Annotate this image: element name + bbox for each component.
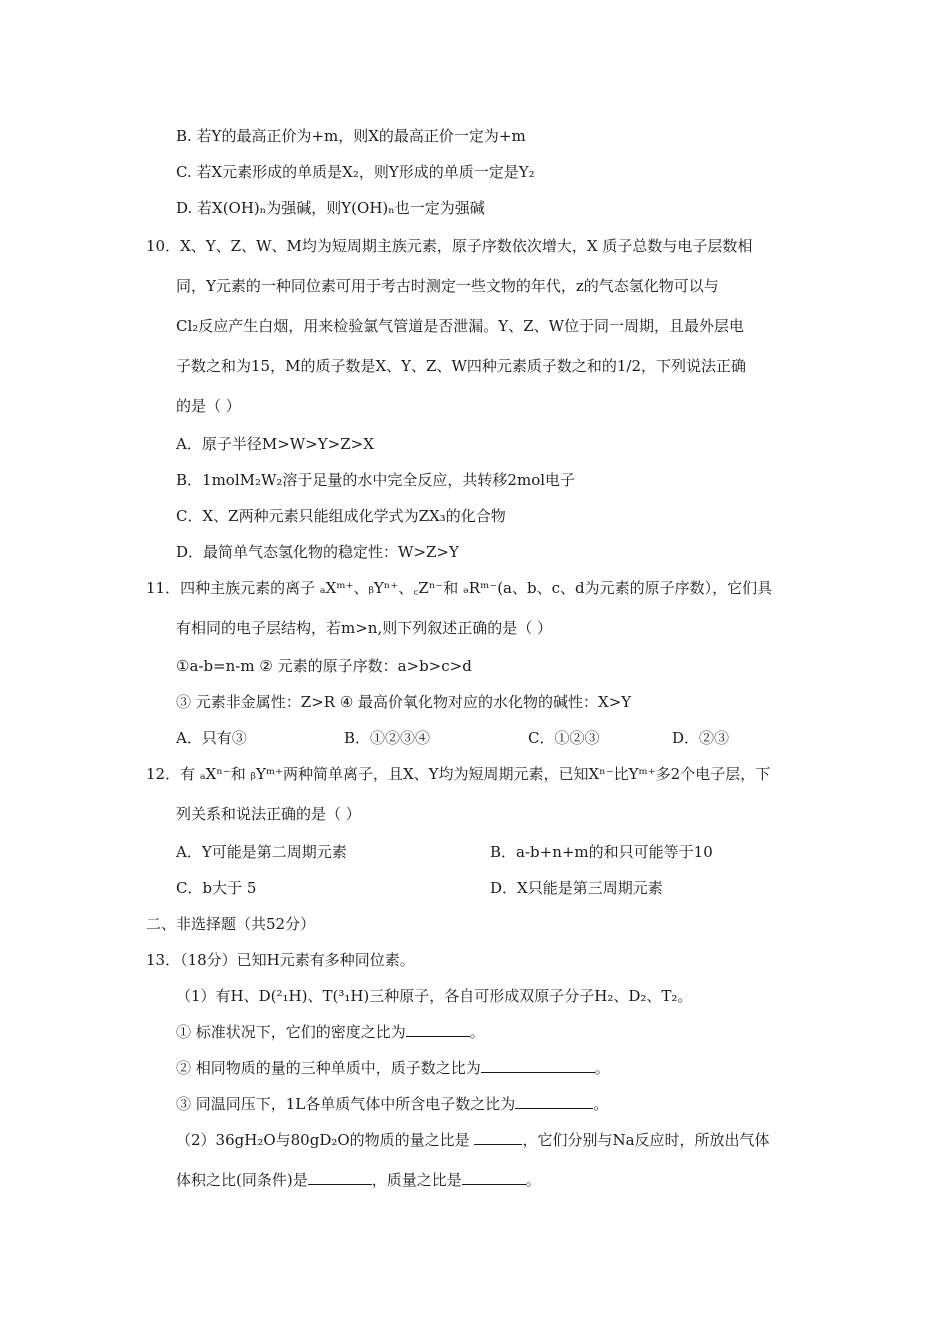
q13-sub-1 (176, 1022, 485, 1042)
q13-sub-3-text: ③ 同温同压下，1L各单质气体中所含电子数之比为 (176, 1095, 516, 1113)
q12-option-a: A．Y可能是第二周期元素 (176, 843, 347, 861)
q13-part-2 (176, 1130, 770, 1150)
q12-option-c: C．b大于 5 (176, 879, 257, 897)
q13-part-1: （1）有H、D(²₁H)、T(³₁H)三种原子，各自可形成双原子分子H₂、D₂、T₂。 (176, 987, 693, 1005)
q13-part-2-text-a: （2）36gH₂O与80gD₂O的物质的量之比是 (176, 1131, 470, 1149)
period: 。 (594, 1059, 610, 1077)
period: 。 (525, 1171, 541, 1189)
q11-statements-1: ①a-b=n-m ② 元素的原子序数：a>b>c>d (176, 657, 472, 675)
answer-blank[interactable] (406, 1022, 470, 1037)
q13-sub-3 (176, 1094, 608, 1114)
answer-blank[interactable] (462, 1170, 526, 1185)
q13-sub-1-text: ① 标准状况下，它们的密度之比为 (176, 1023, 406, 1041)
q10-option-d: D．最简单气态氢化物的稳定性：W>Z>Y (176, 543, 459, 561)
q13-part-2-text-b: ，它们分别与Na反应时，所放出气体 (522, 1131, 770, 1149)
answer-blank[interactable] (308, 1170, 372, 1185)
q10-stem-line-1: 10．X、Y、Z、W、M均为短周期主族元素，原子序数依次增大，X 质子总数与电子层数相 (146, 237, 753, 255)
q12-stem-line-2: 列关系和说法正确的是（ ） (176, 805, 361, 823)
period: 。 (593, 1095, 609, 1113)
q13-part-2-text-c: 体积之比(同条件)是 (176, 1171, 308, 1189)
q10-stem-line-5: 的是（ ） (176, 397, 241, 415)
q11-statements-2: ③ 元素非金属性：Z>R ④ 最高价氧化物对应的水化物的碱性：X>Y (176, 693, 632, 711)
answer-blank[interactable] (515, 1094, 593, 1109)
q10-stem-line-4: 子数之和为15，M的质子数是X、Y、Z、W四种元素质子数之和的1/2，下列说法正确 (176, 357, 747, 375)
q12-option-d: D．X只能是第三周期元素 (490, 879, 663, 897)
q11-stem-line-2: 有相同的电子层结构，若m>n,则下列叙述正确的是（ ） (176, 619, 552, 637)
q10-option-c: C．X、Z两种元素只能组成化学式为ZX₃的化合物 (176, 507, 506, 525)
q11-stem-line-1: 11．四种主族元素的离子 ₐXᵐ⁺、ᵦYⁿ⁺、꜀Zⁿ⁻和 ₔRᵐ⁻(a、b、c、d为元素的原子序数），它们具 (146, 579, 773, 597)
q11-option-b: B．①②③④ (344, 729, 431, 747)
q9-option-c: C. 若X元素形成的单质是X₂，则Y形成的单质一定是Y₂ (176, 163, 535, 181)
q10-option-a: A．原子半径M>W>Y>Z>X (176, 435, 374, 453)
q12-stem-line-1: 12．有 ₐXⁿ⁻和 ᵦYᵐ⁺两种简单离子，且X、Y均为短周期元素，已知Xⁿ⁻比Yᵐ⁺多2个电子层，下 (146, 765, 771, 783)
q11-option-c: C．①②③ (528, 729, 600, 747)
q10-stem-line-3: Cl₂反应产生白烟，用来检验氯气管道是否泄漏。Y、Z、W位于同一周期，且最外层电 (176, 317, 745, 335)
q9-option-d: D. 若X(OH)ₙ为强碱，则Y(OH)ₙ也一定为强碱 (176, 199, 485, 217)
q10-option-b: B．1molM₂W₂溶于足量的水中完全反应，共转移2mol电子 (176, 471, 576, 489)
q13-sub-2 (176, 1058, 610, 1078)
q13-part-2-text-d: ，质量之比是 (371, 1171, 462, 1189)
q13-part-2-cont (176, 1170, 541, 1190)
q9-option-b: B. 若Y的最高正价为+m，则X的最高正价一定为+m (176, 127, 526, 145)
answer-blank[interactable] (474, 1130, 522, 1145)
q11-option-d: D．②③ (672, 729, 730, 747)
answer-blank[interactable] (481, 1058, 595, 1073)
q11-option-a: A．只有③ (176, 729, 247, 747)
q12-option-b: B．a-b+n+m的和只可能等于10 (490, 843, 713, 861)
period: 。 (469, 1023, 485, 1041)
section-2-heading: 二、非选择题（共52分） (146, 915, 316, 933)
q13-sub-2-text: ② 相同物质的量的三种单质中，质子数之比为 (176, 1059, 481, 1077)
q10-stem-line-2: 同，Y元素的一种同位素可用于考古时测定一些文物的年代，z的气态氢化物可以与 (176, 277, 719, 295)
q13-stem: 13．（18分）已知H元素有多种同位素。 (146, 951, 415, 969)
